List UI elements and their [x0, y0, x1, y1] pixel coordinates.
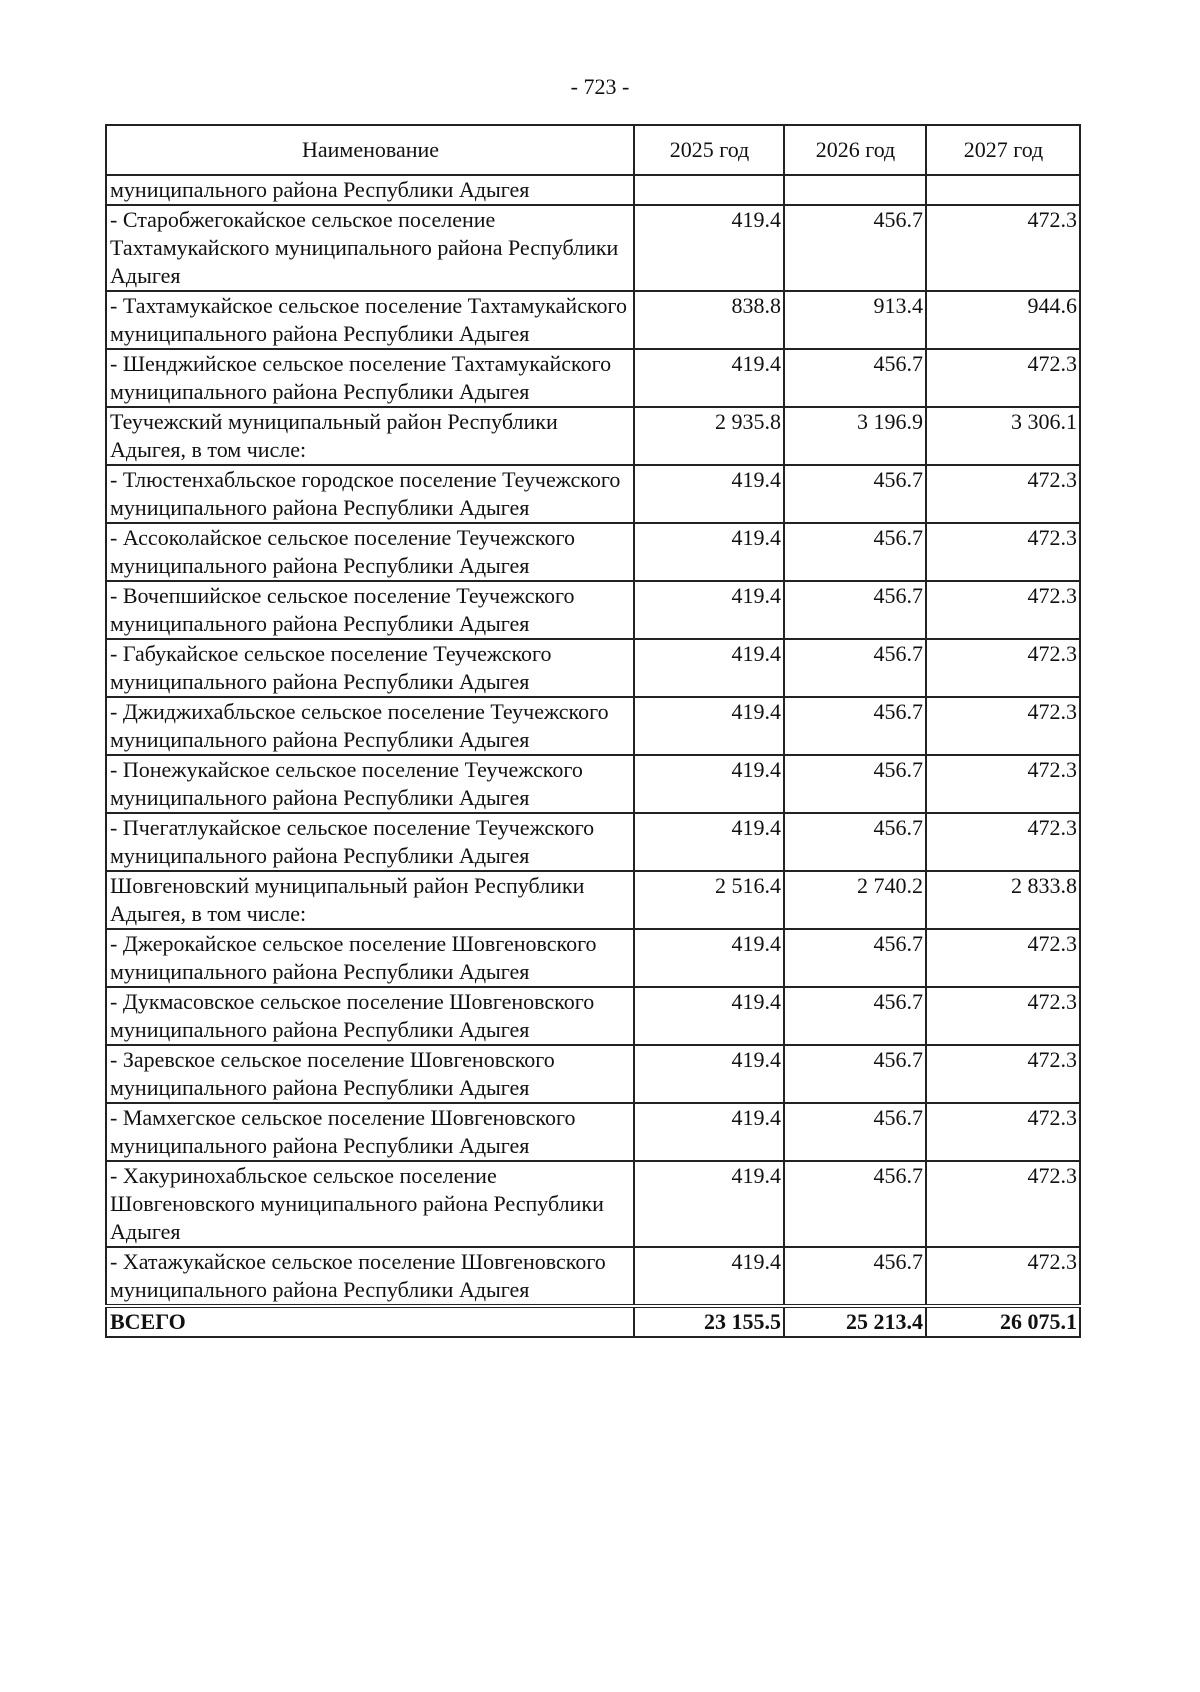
table-row [106, 465, 1080, 523]
value-2025: 419.4 [634, 929, 784, 987]
value-2025: 419.4 [634, 581, 784, 639]
row-name: Шовгеновский муниципальный район Республики Адыгея, в том числе: [106, 871, 634, 929]
table-row [106, 1161, 1080, 1247]
value-2026: 456.7 [784, 697, 926, 755]
value-2026: 456.7 [784, 1045, 926, 1103]
value-2027: 472.3 [926, 987, 1080, 1045]
value-2025: 2 935.8 [634, 407, 784, 465]
table-row [106, 349, 1080, 407]
value-2027: 472.3 [926, 1247, 1080, 1306]
table-row [106, 987, 1080, 1045]
value-2027: 472.3 [926, 523, 1080, 581]
table-row [106, 1247, 1080, 1306]
value-2025: 419.4 [634, 813, 784, 871]
value-2026 [784, 175, 926, 205]
column-header-2027: 2027 год [926, 125, 1080, 175]
value-2025 [634, 175, 784, 205]
value-2026: 456.7 [784, 929, 926, 987]
value-2026: 456.7 [784, 205, 926, 291]
value-2025: 419.4 [634, 1103, 784, 1161]
value-2026: 456.7 [784, 987, 926, 1045]
value-2025: 419.4 [634, 465, 784, 523]
value-2027: 472.3 [926, 755, 1080, 813]
row-name: - Хакуринохабльское сельское поселение Шовгеновского муниципального района Республики Адыгея [106, 1161, 634, 1247]
table-row [106, 581, 1080, 639]
value-2027: 472.3 [926, 1103, 1080, 1161]
value-2026: 456.7 [784, 1103, 926, 1161]
table-row [106, 291, 1080, 349]
value-2027: 472.3 [926, 1045, 1080, 1103]
value-2026: 3 196.9 [784, 407, 926, 465]
value-2025: 419.4 [634, 523, 784, 581]
row-name: - Джерокайское сельское поселение Шовгеновского муниципального района Республики Адыгея [106, 929, 634, 987]
value-2026: 456.7 [784, 755, 926, 813]
value-2026: 456.7 [784, 639, 926, 697]
value-2026: 456.7 [784, 1161, 926, 1247]
value-2025: 419.4 [634, 987, 784, 1045]
value-2026: 456.7 [784, 581, 926, 639]
row-name: - Понежукайское сельское поселение Теучежского муниципального района Республики Адыгея [106, 755, 634, 813]
value-2025: 419.4 [634, 1045, 784, 1103]
row-name: муниципального района Республики Адыгея [106, 175, 634, 205]
value-2026: 2 740.2 [784, 871, 926, 929]
table-row [106, 407, 1080, 465]
table-row [106, 639, 1080, 697]
value-2026: 456.7 [784, 465, 926, 523]
value-2027: 472.3 [926, 697, 1080, 755]
total-2027: 26 075.1 [926, 1306, 1080, 1337]
value-2025: 419.4 [634, 349, 784, 407]
table-row [106, 697, 1080, 755]
value-2027: 472.3 [926, 465, 1080, 523]
value-2027: 3 306.1 [926, 407, 1080, 465]
value-2027: 944.6 [926, 291, 1080, 349]
column-header-2026: 2026 год [784, 125, 926, 175]
row-name: - Пчегатлукайское сельское поселение Теучежского муниципального района Республики Адыгея [106, 813, 634, 871]
value-2025: 419.4 [634, 639, 784, 697]
row-name: - Мамхегское сельское поселение Шовгеновского муниципального района Республики Адыгея [106, 1103, 634, 1161]
row-name: - Габукайское сельское поселение Теучежского муниципального района Республики Адыгея [106, 639, 634, 697]
table-row [106, 1103, 1080, 1161]
value-2027 [926, 175, 1080, 205]
row-name: - Шенджийское сельское поселение Тахтамукайского муниципального района Республики Адыгея [106, 349, 634, 407]
value-2026: 913.4 [784, 291, 926, 349]
row-name: - Старобжегокайское сельское поселение Тахтамукайского муниципального района Республики Адыгея [106, 205, 634, 291]
value-2025: 2 516.4 [634, 871, 784, 929]
value-2025: 419.4 [634, 755, 784, 813]
value-2027: 2 833.8 [926, 871, 1080, 929]
total-2025: 23 155.5 [634, 1306, 784, 1337]
table-row [106, 929, 1080, 987]
row-name: - Тахтамукайское сельское поселение Тахтамукайского муниципального района Республики Адыгея [106, 291, 634, 349]
value-2027: 472.3 [926, 1161, 1080, 1247]
value-2025: 419.4 [634, 1247, 784, 1306]
row-name: - Тлюстенхабльское городское поселение Теучежского муниципального района Республики Адыгея [106, 465, 634, 523]
table-row [106, 755, 1080, 813]
value-2027: 472.3 [926, 813, 1080, 871]
row-name: - Ассоколайское сельское поселение Теучежского муниципального района Республики Адыгея [106, 523, 634, 581]
table-row [106, 523, 1080, 581]
budget-table [105, 124, 1081, 1338]
value-2027: 472.3 [926, 205, 1080, 291]
value-2026: 456.7 [784, 1247, 926, 1306]
page-number: - 723 - [570, 74, 630, 99]
row-name: - Вочепшийское сельское поселение Теучежского муниципального района Республики Адыгея [106, 581, 634, 639]
value-2025: 419.4 [634, 205, 784, 291]
column-header-2025: 2025 год [634, 125, 784, 175]
row-name: - Дукмасовское сельское поселение Шовгеновского муниципального района Республики Адыгея [106, 987, 634, 1045]
value-2027: 472.3 [926, 581, 1080, 639]
value-2026: 456.7 [784, 349, 926, 407]
value-2025: 419.4 [634, 697, 784, 755]
row-name: Теучежский муниципальный район Республики Адыгея, в том числе: [106, 407, 634, 465]
table-row [106, 205, 1080, 291]
total-2026: 25 213.4 [784, 1306, 926, 1337]
value-2027: 472.3 [926, 639, 1080, 697]
value-2026: 456.7 [784, 523, 926, 581]
table-row [106, 813, 1080, 871]
value-2025: 419.4 [634, 1161, 784, 1247]
value-2027: 472.3 [926, 929, 1080, 987]
total-row [106, 1306, 1080, 1337]
column-header-name: Наименование [106, 125, 634, 175]
row-name: - Джиджихабльское сельское поселение Теучежского муниципального района Республики Адыгея [106, 697, 634, 755]
table-header-row [106, 125, 1080, 175]
table-row [106, 871, 1080, 929]
row-name: - Заревское сельское поселение Шовгеновского муниципального района Республики Адыгея [106, 1045, 634, 1103]
table-row [106, 175, 1080, 205]
row-name: - Хатажукайское сельское поселение Шовгеновского муниципального района Республики Адыгея [106, 1247, 634, 1306]
total-label: ВСЕГО [106, 1306, 634, 1337]
value-2026: 456.7 [784, 813, 926, 871]
value-2027: 472.3 [926, 349, 1080, 407]
table-row [106, 1045, 1080, 1103]
value-2025: 838.8 [634, 291, 784, 349]
